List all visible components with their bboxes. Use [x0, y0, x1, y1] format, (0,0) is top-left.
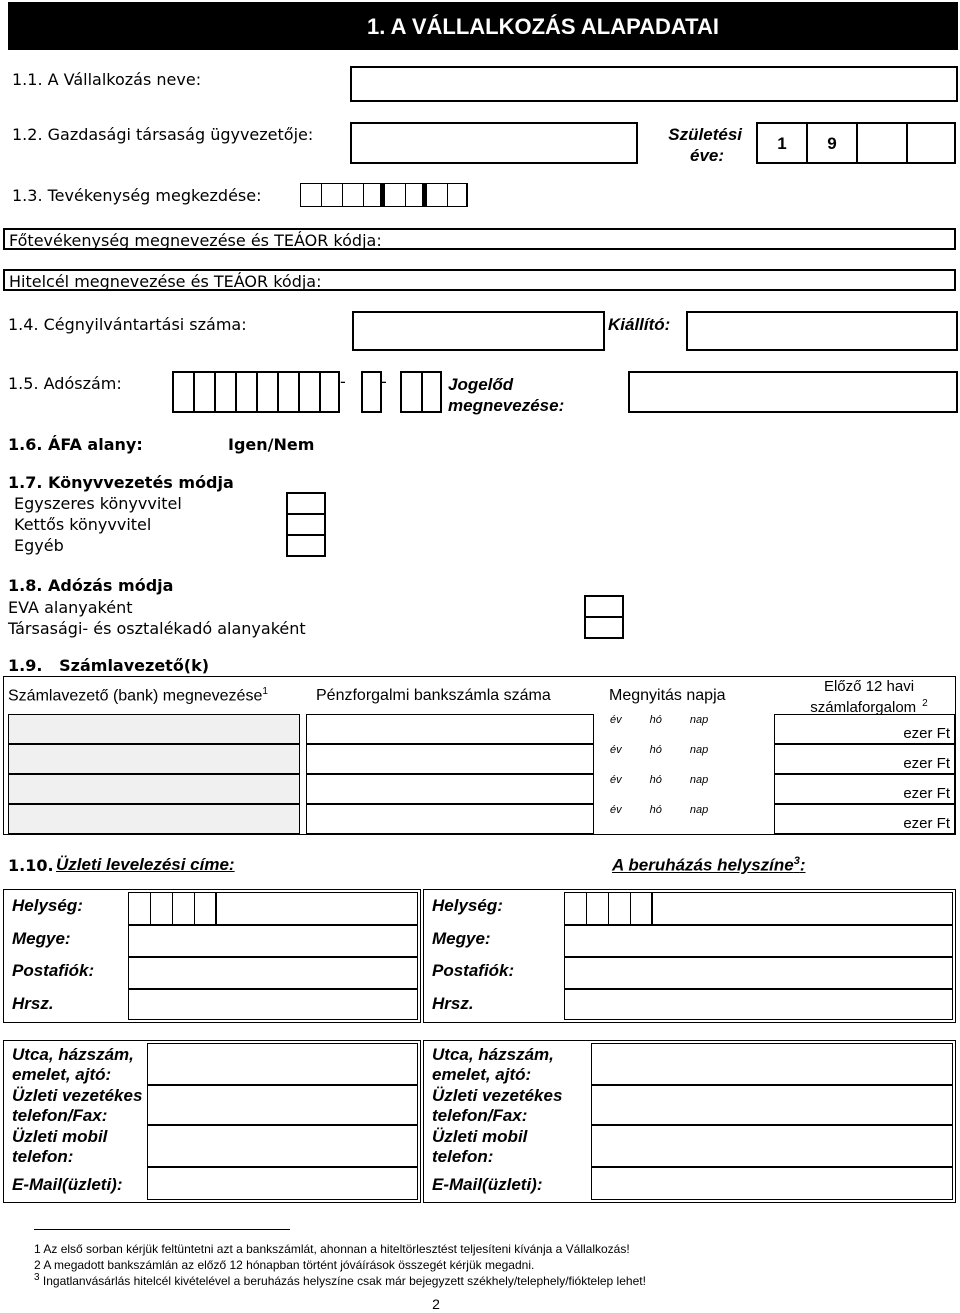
invest-mobile-label	[432, 1127, 527, 1167]
registry-number-label: 1.4. Cégnyilvántartási száma:	[8, 315, 247, 334]
address-section-number: 1.10.	[8, 856, 54, 875]
taxation-option-eva: EVA alanyaként	[8, 598, 133, 617]
turnover-unit: ezer Ft	[903, 785, 950, 802]
footnote-separator	[34, 1229, 290, 1230]
turnover-row-3[interactable]	[774, 774, 955, 804]
footnote-3-text: Ingatlanvásárlás hitelcél kivételével a beruházás helyszíne csak már bejegyzett székhely/telephely/fióktelep lehet!	[42, 1274, 646, 1288]
postcode-digit[interactable]	[172, 892, 194, 925]
open-date-row-1[interactable]	[610, 714, 770, 726]
bank-row-1[interactable]	[8, 714, 300, 744]
turnover-row-1[interactable]	[774, 714, 955, 744]
invest-street-field[interactable]	[591, 1043, 953, 1085]
bookkeeping-label: 1.7. Könyvvezetés módja	[8, 473, 234, 492]
company-name-field[interactable]	[350, 66, 958, 102]
postcode-digit[interactable]	[128, 892, 150, 925]
mail-pobox-field[interactable]	[128, 957, 418, 989]
invest-postcode-field[interactable]	[564, 892, 652, 925]
tax-digit[interactable]	[319, 371, 340, 413]
birth-year-label	[652, 124, 742, 166]
turnover-unit: ezer Ft	[903, 755, 950, 772]
account-row-4[interactable]	[306, 804, 594, 834]
investment-location-text: A beruházás helyszíne	[612, 855, 794, 875]
open-date-row-2[interactable]	[610, 744, 770, 756]
taxation-label: 1.8. Adózás módja	[8, 576, 174, 595]
invest-pobox-label: Postafiók:	[432, 961, 515, 980]
footnote-1-text: Az első sorban kérjük feltüntetni azt a bankszámlát, ahonnan a hiteltörlesztést teljesíteni kívánja a Vállalkozás!	[43, 1242, 630, 1256]
start-date-cell[interactable]	[426, 183, 447, 207]
street-label-line2: emelet, ajtó:	[12, 1065, 112, 1084]
mail-mobile-field[interactable]	[147, 1125, 418, 1167]
col-bank-text: Számlavezető (bank) megnevezése	[8, 687, 263, 705]
postcode-digit[interactable]	[150, 892, 172, 925]
date-year: év	[610, 804, 622, 816]
tax-digit[interactable]	[256, 371, 277, 413]
mobile-label-line2: telefon:	[432, 1147, 494, 1166]
credit-goal-label: Hitelcél megnevezése és TEÁOR kódja:	[9, 272, 322, 291]
issuer-field[interactable]	[686, 311, 958, 351]
vat-value[interactable]: Igen/Nem	[228, 435, 315, 454]
phone-label-line1: Üzleti vezetékes	[12, 1086, 143, 1105]
start-date-cell[interactable]	[321, 183, 342, 207]
start-date-cell[interactable]	[342, 183, 363, 207]
phone-label-line2: telefon/Fax:	[432, 1106, 528, 1125]
birth-digit-1: 1	[756, 122, 806, 164]
invest-mobile-field[interactable]	[591, 1125, 953, 1167]
invest-phone-field[interactable]	[591, 1085, 953, 1125]
mail-address-label: Üzleti levelezési címe:	[56, 855, 235, 874]
tax-digit[interactable]	[298, 371, 319, 413]
birth-digit-4[interactable]	[906, 122, 956, 164]
tax-dash-1: -	[340, 372, 346, 391]
phone-label-line2: telefon/Fax:	[12, 1106, 108, 1125]
page-number: 2	[432, 1296, 440, 1312]
invest-lot-label: Hrsz.	[432, 994, 474, 1013]
date-month: hó	[649, 714, 662, 726]
vat-label: 1.6. ÁFA alany:	[8, 435, 143, 454]
accounts-table	[3, 676, 956, 835]
postcode-digit[interactable]	[608, 892, 630, 925]
start-date-cell[interactable]	[300, 183, 321, 207]
main-activity-field[interactable]	[3, 228, 956, 250]
bookkeeping-option-double: Kettős könyvvitel	[14, 515, 152, 534]
mobile-label-line2: telefon:	[12, 1147, 74, 1166]
street-label-line2: emelet, ajtó:	[432, 1065, 532, 1084]
mail-street-label	[12, 1045, 134, 1085]
bank-row-2[interactable]	[8, 744, 300, 774]
tax-number-label: 1.5. Adószám:	[8, 374, 122, 393]
investment-location-label	[612, 855, 806, 876]
bookkeeping-option-single: Egyszeres könyvvitel	[14, 494, 182, 513]
mail-lot-label: Hrsz.	[12, 994, 54, 1013]
mail-city-label: Helység:	[12, 896, 83, 915]
predecessor-label-line1: Jogelőd	[448, 375, 514, 394]
manager-label: 1.2. Gazdasági társaság ügyvezetője:	[12, 125, 314, 144]
date-year: év	[610, 774, 622, 786]
footnote-3-num: 3	[34, 1272, 40, 1283]
date-day: nap	[689, 714, 709, 726]
tax-county-digit[interactable]	[400, 371, 421, 413]
invest-city-label: Helység:	[432, 896, 503, 915]
date-year: év	[610, 744, 622, 756]
bookkeeping-single-checkbox[interactable]	[286, 492, 326, 515]
start-date-cell[interactable]	[384, 183, 405, 207]
invest-city-field[interactable]	[652, 892, 953, 925]
col-bank-sup: 1	[262, 686, 268, 697]
mail-contact-block	[3, 1040, 421, 1203]
mail-address-block	[3, 889, 421, 1023]
taxation-option-corporate: Társasági- és osztalékadó alanyaként	[8, 619, 306, 638]
turnover-row-4[interactable]	[774, 804, 955, 834]
date-day: nap	[689, 804, 709, 816]
invest-county-field[interactable]	[564, 925, 953, 957]
date-month: hó	[649, 804, 662, 816]
tax-digit[interactable]	[214, 371, 235, 413]
birth-digit-3[interactable]	[856, 122, 906, 164]
col-turnover-text: számlaforgalom	[810, 699, 917, 716]
start-date-cell[interactable]	[447, 183, 468, 207]
invest-contact-block	[423, 1040, 956, 1203]
tax-check-digit[interactable]	[361, 371, 382, 413]
date-month: hó	[649, 774, 662, 786]
col-bank-header	[8, 686, 268, 705]
accounts-label: 1.9. Számlavezető(k)	[8, 656, 210, 675]
phone-label-line1: Üzleti vezetékes	[432, 1086, 563, 1105]
birth-year-field[interactable]	[756, 122, 956, 164]
investment-location-sup: 3	[793, 855, 800, 867]
tax-number-field[interactable]	[172, 371, 340, 413]
col-turnover-sup: 2	[922, 698, 928, 709]
col-turnover-line1: Előző 12 havi	[823, 678, 915, 695]
mail-city-field[interactable]	[216, 892, 418, 925]
footnote-2	[34, 1258, 534, 1272]
col-account-header: Pénzforgalmi bankszámla száma	[316, 687, 551, 704]
col-open-header: Megnyitás napja	[609, 687, 726, 704]
postcode-digit[interactable]	[564, 892, 586, 925]
account-row-2[interactable]	[306, 744, 594, 774]
company-name-label: 1.1. A Vállalkozás neve:	[12, 70, 202, 89]
open-date-row-3[interactable]	[610, 774, 770, 786]
postcode-digit[interactable]	[586, 892, 608, 925]
manager-field[interactable]	[350, 122, 638, 164]
issuer-label: Kiállító:	[608, 315, 671, 334]
predecessor-label	[448, 374, 564, 416]
date-day: nap	[689, 744, 709, 756]
start-date-cell[interactable]	[363, 183, 384, 207]
start-date-label: 1.3. Tevékenység megkezdése:	[12, 186, 262, 205]
mail-street-field[interactable]	[147, 1043, 418, 1085]
mobile-label-line1: Üzleti mobil	[12, 1127, 108, 1146]
date-year: év	[610, 714, 622, 726]
turnover-unit: ezer Ft	[903, 815, 950, 832]
invest-pobox-field[interactable]	[564, 957, 953, 989]
investment-location-colon: :	[799, 855, 806, 875]
date-day: nap	[689, 774, 709, 786]
tax-digit[interactable]	[277, 371, 298, 413]
postcode-digit[interactable]	[630, 892, 652, 925]
birth-digit-2: 9	[806, 122, 856, 164]
turnover-unit: ezer Ft	[903, 725, 950, 742]
footnote-1-num: 1	[34, 1242, 41, 1256]
footnote-2-num: 2	[34, 1258, 41, 1272]
taxation-eva-checkbox[interactable]	[584, 595, 624, 618]
date-month: hó	[649, 744, 662, 756]
street-label-line1: Utca, házszám,	[432, 1045, 554, 1064]
invest-lot-field[interactable]	[564, 989, 953, 1020]
mail-email-field[interactable]	[147, 1167, 418, 1200]
bookkeeping-double-checkbox[interactable]	[286, 513, 326, 536]
mail-phone-label	[12, 1086, 142, 1126]
registry-number-field[interactable]	[352, 311, 605, 351]
bank-row-3[interactable]	[8, 774, 300, 804]
postcode-digit[interactable]	[194, 892, 216, 925]
start-date-field[interactable]	[300, 183, 468, 207]
mail-lot-field[interactable]	[128, 989, 418, 1020]
section-header	[8, 2, 958, 50]
birth-year-label-line2: éve:	[689, 146, 725, 165]
footnote-3	[34, 1272, 646, 1288]
section-title: 1. A VÁLLALKOZÁS ALAPADATAI	[367, 14, 719, 39]
bookkeeping-option-other: Egyéb	[14, 536, 64, 555]
start-date-cell[interactable]	[405, 183, 426, 207]
invest-email-label: E-Mail(üzleti):	[432, 1175, 543, 1194]
mail-mobile-label	[12, 1127, 107, 1167]
footnote-1	[34, 1242, 630, 1256]
mail-county-field[interactable]	[128, 925, 418, 957]
birth-year-label-line1: Születési	[668, 125, 742, 144]
footnote-2-text: A megadott bankszámlán az előző 12 hónapban történt jóváírások összegét kérjük megadni.	[43, 1258, 535, 1272]
mail-email-label: E-Mail(üzleti):	[12, 1175, 123, 1194]
mail-postcode-field[interactable]	[128, 892, 216, 925]
invest-phone-label	[432, 1086, 562, 1126]
tax-dash-2: -	[381, 372, 387, 391]
invest-street-label	[432, 1045, 554, 1085]
account-row-3[interactable]	[306, 774, 594, 804]
investment-address-block	[423, 889, 956, 1023]
taxation-corporate-checkbox[interactable]	[584, 616, 624, 639]
open-date-row-4[interactable]	[610, 804, 770, 816]
credit-goal-field[interactable]	[3, 269, 956, 291]
bookkeeping-other-checkbox[interactable]	[286, 534, 326, 557]
tax-county-digit[interactable]	[421, 371, 442, 413]
tax-digit[interactable]	[193, 371, 214, 413]
mail-county-label: Megye:	[12, 929, 71, 948]
tax-county-code[interactable]	[400, 371, 442, 413]
account-row-1[interactable]	[306, 714, 594, 744]
tax-digit[interactable]	[172, 371, 193, 413]
mail-pobox-label: Postafiók:	[12, 961, 95, 980]
col-turnover-header	[794, 678, 944, 716]
col-turnover-line2	[794, 695, 944, 716]
tax-digit[interactable]	[235, 371, 256, 413]
predecessor-field[interactable]	[628, 371, 958, 413]
invest-email-field[interactable]	[591, 1167, 953, 1200]
invest-county-label: Megye:	[432, 929, 491, 948]
predecessor-label-line2: megnevezése:	[448, 396, 565, 415]
turnover-row-2[interactable]	[774, 744, 955, 774]
street-label-line1: Utca, házszám,	[12, 1045, 134, 1064]
bank-row-4[interactable]	[8, 804, 300, 834]
mobile-label-line1: Üzleti mobil	[432, 1127, 528, 1146]
main-activity-label: Főtevékenység megnevezése és TEÁOR kódja:	[9, 231, 382, 250]
mail-phone-field[interactable]	[147, 1085, 418, 1125]
